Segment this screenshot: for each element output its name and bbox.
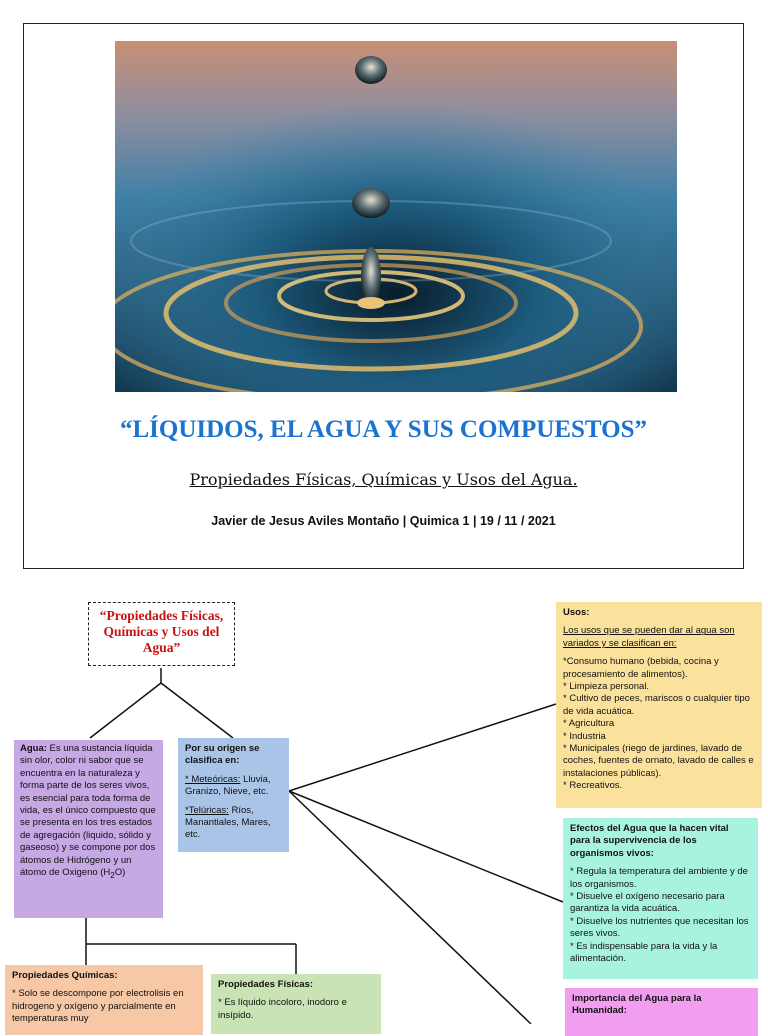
uses-item: * Municipales (riego de jardines, lavado de coches, fuentes de ornato, lavado de calles e instalaciones públicas). xyxy=(563,743,754,779)
agua-text-end: O) xyxy=(114,867,126,879)
document-subtitle: Propiedades Físicas, Químicas y Usos del Agua. xyxy=(189,470,578,489)
importance-title: Importancia del Agua para la Humanidad: xyxy=(572,993,702,1017)
concept-map-root: “Propiedades Físicas, Químicas y Usos del Agua” xyxy=(88,602,235,666)
agua-label: Agua: xyxy=(20,743,47,754)
agua-definition-box xyxy=(14,740,163,918)
chemical-properties-box xyxy=(5,965,203,1035)
physical-properties-title: Propiedades Físicas: xyxy=(218,979,314,990)
cover-page xyxy=(23,23,744,569)
physical-properties-box xyxy=(211,974,381,1034)
agua-text: Es una sustancia líquida sin olor, color ni sabor que se encuentra en la naturaleza y forma parte de los seres vivos, es esencial para toda forma de vida, es el único compuesto que se presenta en los tres estados de agregación (liquido, sólido y gaseoso) y se compone por dos átomos de Hidrógeno y un átomo de Oxigeno (H xyxy=(20,743,156,879)
physical-properties-text: * Es líquido incoloro, inodoro e insípido. xyxy=(218,997,347,1021)
origin-title: Por su origen se clasifica en: xyxy=(185,743,260,767)
effects-item: * Disuelve el oxígeno necesario para garantiza la vida acuática. xyxy=(570,891,725,915)
uses-item: * Industria xyxy=(563,730,606,742)
origin-classification-box xyxy=(178,738,289,852)
chemical-properties-title: Propiedades Químicas: xyxy=(12,970,118,981)
teluricas-item: *Telúricas: Ríos, Manantiales, Mares, etc. xyxy=(185,804,271,841)
effects-item: * Disuelve los nutrientes que necesitan los seres vivos. xyxy=(570,915,749,940)
uses-intro: Los usos que se pueden dar al agua son variados y se clasifican en: xyxy=(563,625,735,649)
effects-box xyxy=(563,818,758,979)
water-drop-image xyxy=(115,41,677,392)
chemical-properties-text: * Solo se descompone por electrolisis en hidrogeno y oxígeno y parcialmente en temperaturas muy xyxy=(12,988,184,1025)
effects-item: * Regula la temperatura del ambiente y de los organismos. xyxy=(570,866,748,890)
uses-item: * Cultivo de peces, mariscos o cualquier tipo de vida acuática. xyxy=(563,693,750,717)
meteoricas-item: * Meteóricas: Lluvia, Granizo, Nieve, etc. xyxy=(185,773,271,798)
effects-item: * Es indispensable para la vida y la alimentación. xyxy=(570,940,718,965)
uses-item: * Limpieza personal. xyxy=(563,681,650,693)
agua-subscript: 2 xyxy=(110,870,115,880)
uses-box xyxy=(556,602,762,808)
uses-title: Usos: xyxy=(563,607,590,618)
uses-item: *Consumo humano (bebida, cocina y procesamiento de alimentos). xyxy=(563,656,719,680)
importance-box xyxy=(565,988,758,1036)
document-title: “LÍQUIDOS, EL AGUA Y SUS COMPUESTOS” xyxy=(120,416,647,443)
uses-item: * Recreativos. xyxy=(563,780,623,792)
effects-title: Efectos del Agua que la hacen vital para la supervivencia de los organismos vivos: xyxy=(570,823,729,859)
author-date-line: Javier de Jesus Aviles Montaño | Quimica 1 | 19 / 11 / 2021 xyxy=(211,514,556,528)
uses-item: * Agricultura xyxy=(563,718,615,730)
